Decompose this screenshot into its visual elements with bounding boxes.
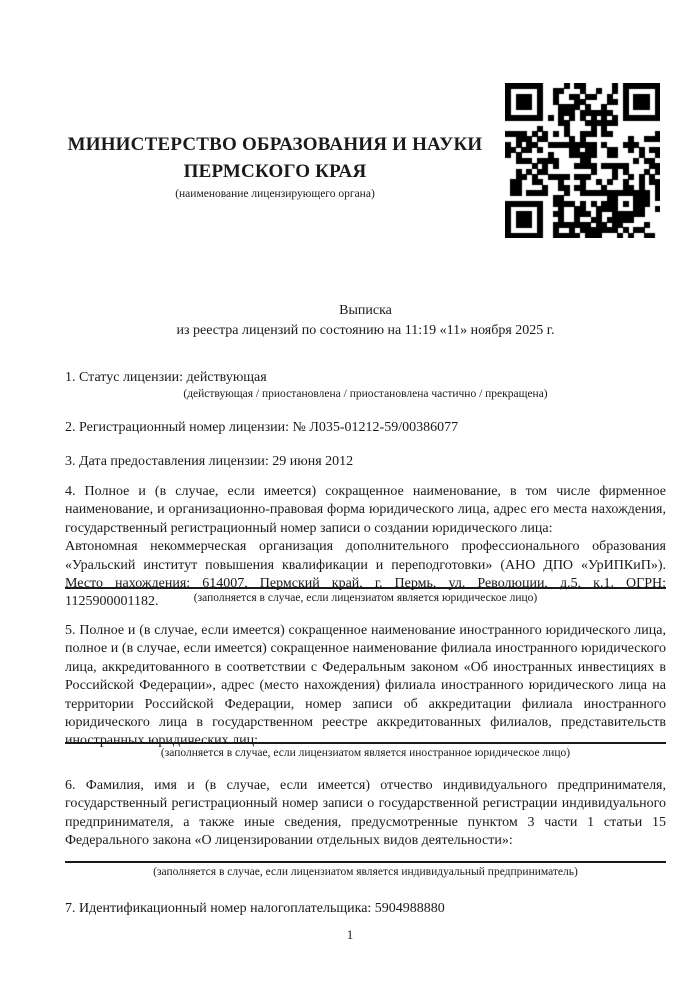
ministry-caption: (наименование лицензирующего органа) [175, 188, 375, 200]
document-subtitle: из реестра лицензий по состоянию на 11:19 «11» ноября 2025 г. [176, 322, 555, 338]
item-7-taxpayer-number: 7. Идентификационный номер налогоплательщика: 5904988880 [65, 901, 445, 916]
ministry-name-line2: ПЕРМСКОГО КРАЯ [183, 161, 367, 182]
item-1-license-status: 1. Статус лицензии: действующая [65, 370, 267, 385]
ministry-name-line1: МИНИСТЕРСТВО ОБРАЗОВАНИЯ И НАУКИ [67, 134, 483, 155]
item-5-question: 5. Полное и (в случае, если имеется) сокращенное наименование иностранного юридического лица, полное и (в случае, если имеется) сокращенное наименование филиала иностранного юридического лица, аккредитованного в соответствии с Федеральным законом «Об иностранных инвестициях в Российской Федерации», адрес (место нахождения) филиала иностранного юридического лица на территории Российской Федерации, номер записи об аккредитации филиала иностранного юридического лица в государственном реестре аккредитованных филиалов, представительств иностранных юридических лиц: [65, 623, 666, 749]
item-6-caption: (заполняется в случае, если лицензиатом является индивидуальный предприниматель) [153, 866, 578, 878]
item-4-caption: (заполняется в случае, если лицензиатом является юридическое лицо) [193, 592, 538, 604]
qr-code [505, 83, 660, 238]
document-title-block [65, 301, 666, 340]
item-5-caption: (заполняется в случае, если лицензиатом является иностранное юридическое лицо) [160, 747, 571, 759]
item-3-grant-date: 3. Дата предоставления лицензии: 29 июня 2012 [65, 454, 354, 469]
separator-line [65, 742, 666, 744]
page-number: 1 [346, 927, 354, 942]
item-4-question: 4. Полное и (в случае, если имеется) сокращенное наименование, в том числе фирменное наименование, и организационно-правовая форма юридического лица, адрес его места нахождения, государственный регистрационный номер записи о создании юридического лица: [65, 484, 666, 536]
item-1-caption: (действующая / приостановлена / приостановлена частично / прекращена) [183, 388, 548, 400]
licensing-authority-header [65, 131, 485, 201]
separator-line [65, 861, 666, 863]
item-6-individual [65, 777, 666, 851]
item-5-foreign-entity [65, 622, 666, 751]
document-title: Выписка [339, 303, 392, 318]
item-2-registration-number: 2. Регистрационный номер лицензии: № Л035-01212-59/00386077 [65, 420, 459, 435]
item-4-answer: Автономная некоммерческая организация дополнительного профессионального образования «Уральский институт повышения квалификации и переподготовки» (АНО ДПО «УрИПКиП»). Место нахождения: 614007, Пермский край, г. Пермь, ул. Революции, д.5, к.1. ОГРН: 1125900001182. [65, 539, 666, 610]
item-6-question: 6. Фамилия, имя и (в случае, если имеется) отчество индивидуального предпринимателя, государственный регистрационный номер записи о государственной регистрации индивидуального предпринимателя, а также иные сведения, предусмотренные пунктом 3 части 1 статьи 15 Федерального закона «О лицензировании отдельных видов деятельности»: [65, 778, 666, 849]
separator-line [65, 587, 666, 589]
